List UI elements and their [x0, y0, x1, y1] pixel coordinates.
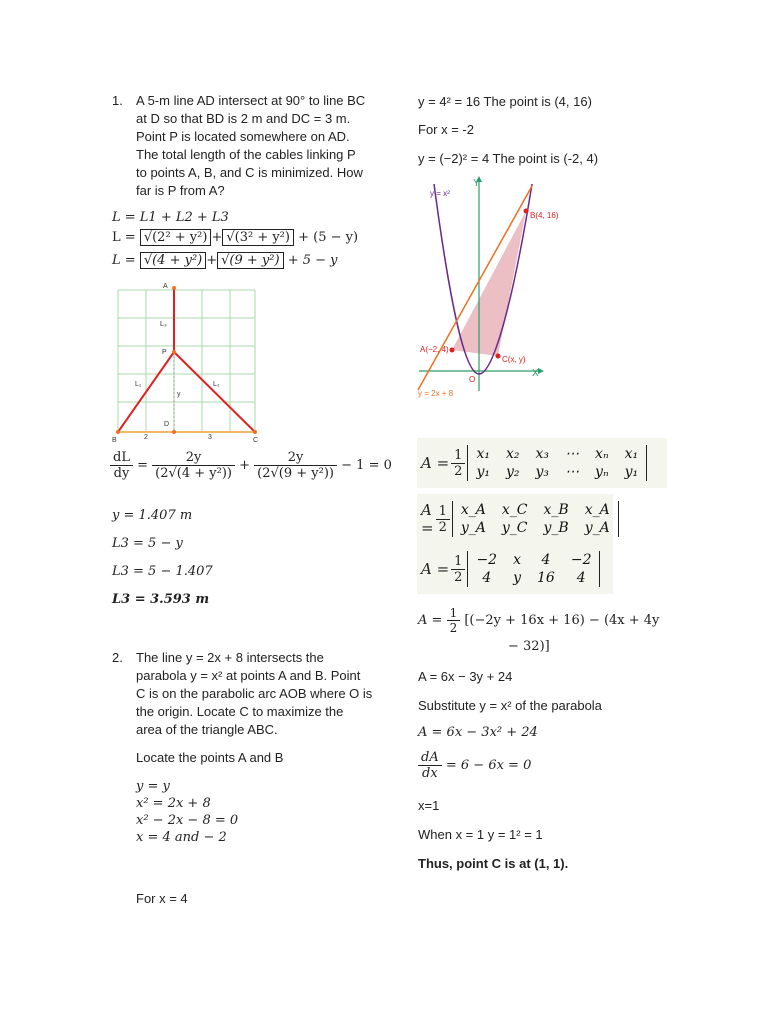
frac-den: (2√(4 + y²)) — [155, 466, 232, 481]
problem1-text — [136, 92, 386, 200]
point-D — [172, 430, 176, 434]
result-L3-subst: L3 = 5 − 1.407 — [112, 564, 213, 579]
point-P — [172, 350, 176, 354]
problem1-number: 1. — [112, 93, 123, 108]
cell: 4 — [482, 570, 492, 586]
area-line-2: − 32)] — [508, 639, 550, 654]
point-A — [450, 348, 455, 353]
sqrt-box-4: √(9 + y²) — [217, 252, 283, 269]
locate-points: Locate the points A and B — [136, 750, 284, 765]
half-fraction — [451, 448, 465, 479]
problem1-line: Point P is located somewhere on AD. — [136, 129, 350, 144]
equation-L-simplified — [112, 253, 338, 268]
solve-steps — [136, 778, 238, 846]
sqrt-box-3: √(4 + y²) — [140, 252, 206, 269]
problem2-line: the origin. Locate C to maximize the — [136, 704, 344, 719]
area-simplified: A = 6x − 3y + 24 — [418, 669, 513, 684]
label-y: y — [177, 391, 181, 398]
eq-prefix: L = — [112, 230, 136, 245]
det-prefix: A = — [421, 560, 450, 578]
cell: y_B — [543, 520, 569, 536]
label-L2: L₂ — [213, 381, 220, 388]
cell: y_A — [460, 520, 486, 536]
cell: y₁ — [624, 464, 639, 480]
point-B-calc: y = 4² = 16 The point is (4, 16) — [418, 94, 592, 109]
dA-dx-equation — [418, 750, 531, 781]
cell: x₃ — [535, 446, 550, 462]
area-prefix: A = — [418, 613, 443, 628]
cell: y₃ — [535, 464, 550, 480]
cell: y_C — [501, 520, 528, 536]
result-y: y = 1.407 m — [112, 508, 193, 523]
problem2-text — [136, 649, 386, 739]
parabola-graph — [414, 176, 564, 406]
frac-den: (2√(9 + y²)) — [257, 466, 334, 481]
eq-sign: = — [137, 458, 149, 473]
label-O: O — [469, 375, 476, 384]
label-BD: 2 — [144, 434, 148, 441]
cell: x_B — [543, 502, 569, 518]
point-B — [524, 209, 529, 214]
problem1-line: to points A, B, and C is minimized. How — [136, 165, 363, 180]
cable-L2 — [174, 352, 255, 432]
cell: 16 — [537, 570, 555, 586]
problem1-line: far is P from A? — [136, 183, 225, 198]
eq-suffix: + (5 − y) — [298, 230, 359, 245]
area-line-1: [(−2y + 16x + 16) − (4x + 4y — [464, 613, 660, 628]
cell: ⋯ — [565, 446, 580, 462]
half-fraction — [436, 504, 450, 535]
frac-den: dx — [422, 766, 438, 781]
step: x² = 2x + 8 — [136, 796, 211, 811]
problem2-line: The line y = 2x + 8 intersects the — [136, 650, 324, 665]
derivative-equation — [110, 450, 392, 481]
step: x = 4 and − 2 — [136, 830, 227, 845]
frac-num: dA — [418, 750, 442, 766]
eq-prefix: L = — [112, 253, 136, 268]
cell: y₂ — [505, 464, 520, 480]
deriv-term-2 — [254, 450, 337, 481]
label-A: A — [163, 283, 168, 290]
dA-tail: = 6 − 6x = 0 — [445, 758, 532, 773]
area-expansion — [418, 606, 659, 635]
cell: 4 — [541, 552, 551, 568]
label-C: C — [253, 437, 259, 444]
step: y = y — [136, 779, 170, 794]
result-L3-formula: L3 = 5 − y — [112, 536, 183, 551]
cell: y₁ — [476, 464, 490, 480]
dA-dx — [418, 750, 442, 781]
determinant-matrix — [467, 551, 600, 587]
shoelace-triangle — [417, 494, 613, 544]
cell: y_A — [584, 520, 610, 536]
point-A — [172, 286, 176, 290]
point-B — [116, 430, 120, 434]
label-Y: Y — [473, 178, 480, 189]
x-axis-arrow — [538, 368, 544, 374]
point-A-calc: y = (−2)² = 4 The point is (-2, 4) — [418, 151, 599, 166]
point-C — [253, 430, 257, 434]
label-B: B — [112, 437, 117, 444]
cell: ⋯ — [565, 464, 580, 480]
cell: x₂ — [505, 446, 520, 462]
cell: xₙ — [595, 446, 609, 462]
label-L1: L₁ — [135, 381, 142, 388]
point-C — [496, 354, 501, 359]
equation-L-expanded — [112, 230, 358, 245]
eq-suffix: + 5 − y — [287, 253, 338, 268]
half-fraction — [451, 554, 465, 585]
label-DC: 3 — [208, 434, 212, 441]
frac-num: 1 — [436, 504, 450, 520]
dL-dy — [110, 450, 133, 481]
frac-num: dL — [110, 450, 133, 466]
problem1-line: A 5-m line AD intersect at 90° to line BC — [136, 93, 366, 108]
det-prefix: A = — [421, 501, 434, 537]
cell: x — [513, 552, 521, 568]
cable-figure — [110, 280, 270, 445]
problem1-line: The total length of the cables linking P — [136, 147, 356, 162]
frac-num: 1 — [451, 448, 465, 464]
result-L3-final: L3 = 3.593 m — [112, 592, 210, 607]
label-B: B(4, 16) — [530, 211, 559, 220]
sqrt-box-2: √(3² + y²) — [222, 229, 294, 246]
frac-den: 2 — [438, 519, 447, 535]
frac-num: 1 — [447, 606, 461, 621]
sqrt-box-1: √(2² + y²) — [140, 229, 212, 246]
equation-L-sum: L = L1 + L2 + L3 — [112, 210, 229, 225]
frac-num: 2y — [152, 450, 235, 466]
plus-sign: + — [239, 458, 251, 473]
label-line: y = 2x + 8 — [418, 389, 454, 398]
eq-plus: + — [206, 253, 218, 268]
conclusion: Thus, point C is at (1, 1). — [418, 856, 569, 871]
cell: x_C — [501, 502, 528, 518]
area-in-x: A = 6x − 3x² + 24 — [418, 725, 538, 740]
cell: −2 — [476, 552, 498, 568]
substitute-note: Substitute y = x² of the parabola — [418, 698, 602, 713]
deriv-tail: − 1 = 0 — [341, 458, 392, 473]
for-x-minus2: For x = -2 — [418, 122, 474, 137]
label-L3: L₃ — [160, 321, 167, 328]
cell: −2 — [570, 552, 592, 568]
problem2-number: 2. — [112, 650, 123, 665]
cell: yₙ — [595, 464, 609, 480]
determinant-matrix — [467, 445, 647, 481]
cell: y — [513, 570, 522, 586]
problem2-line: area of the triangle ABC. — [136, 722, 278, 737]
determinant-matrix — [452, 501, 619, 537]
cell: x_A — [460, 502, 486, 518]
shoelace-general — [417, 438, 667, 488]
problem2-line: parabola y = x² at points A and B. Point — [136, 668, 361, 683]
label-P: P — [162, 349, 167, 356]
frac-num: 2y — [254, 450, 337, 466]
label-D: D — [164, 421, 170, 428]
deriv-term-1 — [152, 450, 235, 481]
frac-den: 2 — [454, 569, 463, 585]
eq-plus: + — [211, 230, 223, 245]
cell: x₁ — [476, 446, 490, 462]
x-equals-1: x=1 — [418, 798, 440, 813]
cell: 4 — [576, 570, 586, 586]
frac-den: dy — [113, 466, 130, 481]
for-x4: For x = 4 — [136, 891, 188, 906]
triangle-ABC — [452, 211, 526, 356]
frac-num: 1 — [451, 554, 465, 570]
label-C: C(x, y) — [502, 355, 526, 364]
frac-den: 2 — [449, 621, 458, 635]
problem1-line: at D so that BD is 2 m and DC = 3 m. — [136, 111, 351, 126]
step: x² − 2x − 8 = 0 — [136, 813, 239, 828]
cell: x_A — [584, 502, 610, 518]
problem2-line: C is on the parabolic arc AOB where O is — [136, 686, 373, 701]
half-fraction — [447, 606, 461, 635]
det-prefix: A = — [421, 454, 450, 472]
when-x1: When x = 1 y = 1² = 1 — [418, 827, 543, 842]
label-parabola: y = x² — [430, 189, 450, 198]
frac-den: 2 — [454, 463, 463, 479]
label-X: X — [532, 368, 539, 379]
shoelace-numeric — [417, 544, 613, 594]
cell: x₁ — [624, 446, 639, 462]
label-A: A(−2, 4) — [420, 345, 449, 354]
